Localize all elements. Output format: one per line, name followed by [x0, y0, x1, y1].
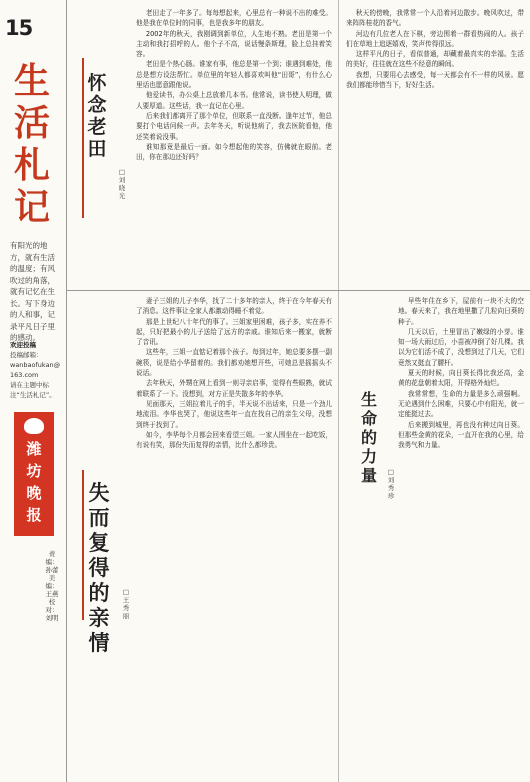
headline-char: 的 [88, 580, 110, 605]
headline-char: 命 [360, 409, 377, 428]
paragraph: 老田走了一年多了。每每想起来，心里总有一种说不出的难受。他是我在单位时的同事，也是我多年的朋友。 [136, 9, 332, 28]
headline-char: 生 [360, 390, 377, 409]
column-divider [66, 0, 67, 782]
logo-char: 晚 [26, 484, 42, 502]
paragraph: 秋天的傍晚，我常常一个人沿着河边散步。晚风吹过，带来阵阵桂花的香气。 [346, 9, 524, 28]
headline-char: 老 [87, 116, 107, 138]
headline-char: 量 [360, 466, 377, 485]
submission-note: 请在主题中标注“生活札记”。 [10, 381, 56, 399]
article-1-body [136, 8, 332, 286]
accent-bar [82, 58, 84, 218]
headline-char: 复 [88, 530, 110, 555]
article-1-byline: □刘晓光 [118, 168, 126, 200]
paragraph: 2002年的秋天，我刚调到新单位，人生地不熟。老田是第一个主动和我打招呼的人。他个子不高，说话慢条斯理，脸上总挂着笑容。 [136, 29, 332, 59]
left-sidebar [0, 0, 66, 782]
article-3-headline [358, 390, 380, 485]
submission-heading: 欢迎投稿 [10, 341, 36, 349]
headline-char: 而 [88, 505, 110, 530]
article-3-body [398, 296, 524, 776]
article-4-body [346, 8, 524, 286]
page-number: 15 [5, 16, 33, 40]
paragraph: 他爱读书，办公桌上总放着几本书。他常说，读书使人明理，做人要厚道。这些话，我一直记在心里。 [136, 91, 332, 110]
section-title-char: 记 [13, 186, 50, 228]
headline-char: 念 [87, 94, 107, 116]
paragraph: 我想，只要用心去感受，每一天都会有不一样的风景。愿我们都能珍惜当下，好好生活。 [346, 70, 524, 90]
newspaper-logo [14, 412, 54, 536]
editor-credits: 责编：孙蕾 美编：王燕 校对：刘明 [45, 550, 59, 622]
article-1-headline [86, 72, 108, 160]
logo-icon [24, 418, 44, 434]
section-description: 有阳光的地方，就有生活的温度；有风吹过的角落，就有记忆在生长。写下身边的人和事，记录平凡日子里的感动。 [10, 241, 55, 342]
paragraph: 那是上世纪八十年代的事了。三姐家里困难，孩子多，实在养不起，只好把最小的儿子送给了远方的亲戚。谁知后来一搬家，就断了音讯。 [136, 317, 332, 347]
section-title [10, 60, 54, 228]
logo-char: 坊 [26, 462, 42, 480]
column-divider [338, 0, 339, 782]
headline-char: 田 [87, 138, 107, 160]
logo-char: 潍 [26, 440, 42, 458]
paragraph: 几天以后，土里冒出了嫩绿的小芽。谁知一场大雨过后，小苗被冲倒了好几棵。我以为它们活不成了，没想到过了几天，它们竟然又挺直了腰杆。 [398, 327, 524, 367]
paragraph: 后来搬到城里，再也没有种过向日葵。但那些金黄的花朵，一直开在我的心里，给我勇气和力量。 [398, 420, 524, 450]
article-2-byline: □王秀丽 [122, 588, 130, 620]
email-label: 投稿邮箱： [10, 351, 43, 359]
paragraph: 见面那天，三姐拉着儿子的手，半天说不出话来，只是一个劲儿地流泪。李华也哭了，他说这些年一直在找自己的亲生父母，没想到终于找到了。 [136, 399, 332, 429]
section-title-char: 生 [13, 60, 50, 102]
article-2-headline [86, 480, 112, 655]
submission-info [10, 340, 62, 400]
paragraph: 去年秋天，外甥在网上看到一则寻亲启事，觉得有些眼熟，就试着联系了一下。没想到，对方正是失散多年的李华。 [136, 379, 332, 398]
section-title-char: 札 [13, 144, 50, 186]
paragraph: 这些年，三姐一直惦记着那个孩子。每到过年，她总要多摆一副碗筷，说是给小华留着的。我们都劝她想开些，可她总是摇摇头不说话。 [136, 348, 332, 378]
email-address[interactable]: wanbaofukan@163.com [10, 361, 61, 379]
paragraph: 早些年住在乡下，屋前有一块不大的空地。春天来了，我在地里撒了几粒向日葵的种子。 [398, 297, 524, 326]
row-divider [66, 290, 530, 291]
paragraph: 夏天的时候，向日葵长得比我还高，金黄的花盘朝着太阳，开得格外灿烂。 [398, 369, 524, 388]
paragraph: 老田是个热心肠。谁家有事，他总是第一个到；谁遇到难处，他总是想方设法帮忙。单位里的年轻人都喜欢叫他“田哥”，有什么心里话也愿意跟他说。 [136, 60, 332, 90]
paragraph: 这样平凡的日子，看似普通，却藏着最真实的幸福。生活的美好，往往就在这些不经意的瞬间。 [346, 50, 524, 69]
headline-char: 的 [360, 428, 377, 447]
paragraph: 如今，李华每个月都会回来看望三姐。一家人围坐在一起吃饭，有说有笑，那份失而复得的亲情，比什么都珍贵。 [136, 430, 332, 450]
paragraph: 谁知那竟是最后一面。如今想起他的笑容，仿佛就在眼前。老田，你在那边还好吗？ [136, 142, 332, 162]
article-2-body [136, 296, 332, 776]
article-3-byline: □刘秀珍 [387, 468, 395, 500]
paragraph: 河边有几位老人在下棋，旁边围着一群看热闹的人。孩子们在草地上追逐嬉戏，笑声传得很远。 [346, 29, 524, 48]
section-title-char: 活 [13, 102, 50, 144]
headline-char: 力 [360, 447, 377, 466]
headline-char: 怀 [87, 72, 107, 94]
headline-char: 失 [88, 480, 110, 505]
headline-char: 得 [88, 555, 110, 580]
accent-bar [82, 470, 84, 620]
paragraph: 妻子三姐的儿子李华，找了二十多年的亲人，终于在今年春天有了消息。这件事让全家人都激动得睡不着觉。 [136, 297, 332, 316]
paragraph: 后来我们都离开了那个单位，但联系一直没断。逢年过节，他总要打个电话问候一声。去年冬天，听说他病了，我去医院看他，他还笑着说没事。 [136, 111, 332, 141]
headline-char: 亲 [88, 605, 110, 630]
headline-char: 情 [88, 630, 110, 655]
logo-char: 报 [26, 506, 42, 524]
paragraph: 我常常想，生命的力量是多么顽强啊。无论遇到什么困难，只要心中有阳光，就一定能挺过去。 [398, 389, 524, 419]
